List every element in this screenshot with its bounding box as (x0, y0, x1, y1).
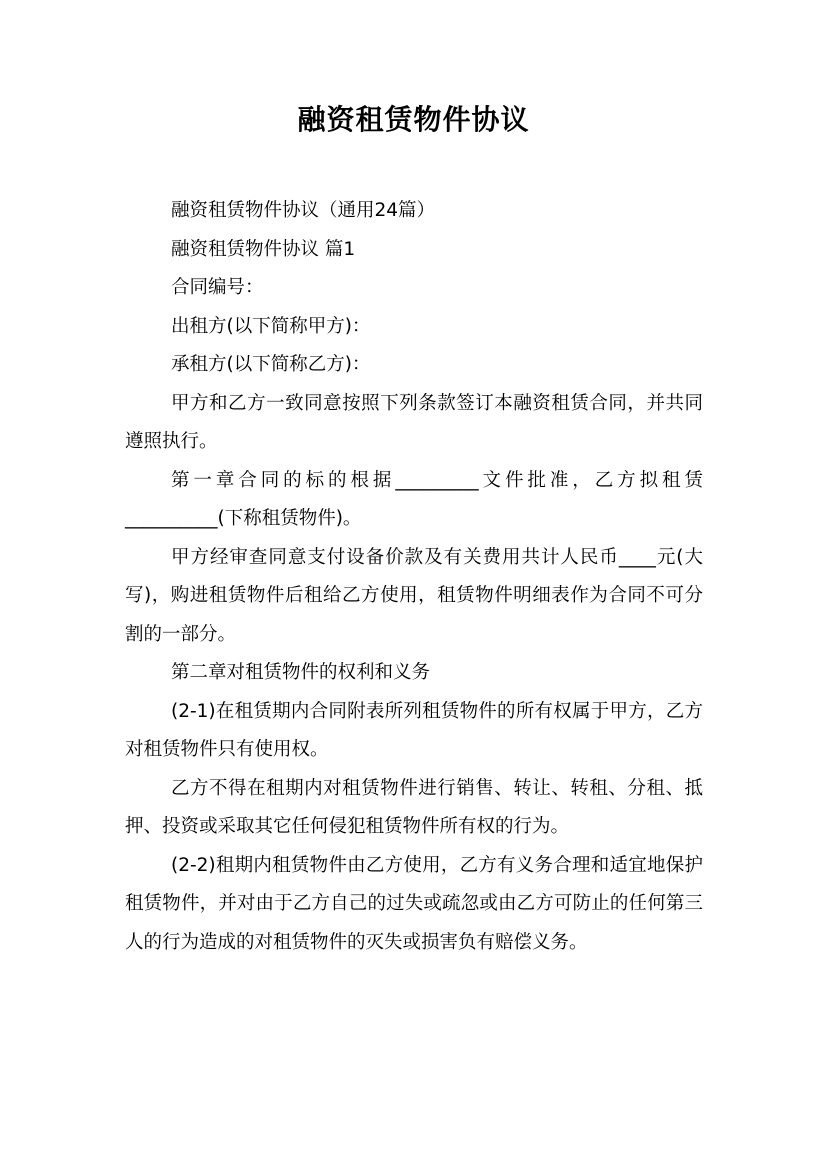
paragraph: 合同编号： (171, 277, 264, 298)
paragraph: 出租方(以下简称甲方)： (171, 315, 371, 337)
paragraph: 承租方(以下简称乙方)： (171, 354, 371, 375)
paragraph: 第一章合同的标的根据_________文件批准，乙方拟租赁__________(下称租赁物件)。 (125, 469, 703, 529)
document-title: 融资租赁物件协议 (297, 103, 530, 136)
paragraph: (2-1)在租赁期内合同附表所列租赁物件的所有权属于甲方，乙方对租赁物件只有使用权。 (125, 700, 703, 760)
paragraph: (2-2)租期内租赁物件由乙方使用，乙方有义务合理和适宜地保护租赁物件，并对由于乙方自己的过失或疏忽或由乙方可防止的任何第三人的行为造成的对租赁物件的灭失或损害负有赔偿义务。 (125, 854, 703, 953)
paragraph: 甲方经审查同意支付设备价款及有关费用共计人民币____元(大写)，购进租赁物件后租给乙方使用，租赁物件明细表作为合同不可分割的一部分。 (125, 546, 703, 645)
paragraph: 第二章对租赁物件的权利和义务 (171, 662, 431, 683)
paragraph: 融资租赁物件协议 篇1 (171, 238, 356, 260)
paragraph: 甲方和乙方一致同意按照下列条款签订本融资租赁合同，并共同遵照执行。 (125, 392, 703, 452)
paragraph: 乙方不得在租期内对租赁物件进行销售、转让、转租、分租、抵押、投资或采取其它任何侵犯租赁物件所有权的行为。 (125, 777, 703, 837)
paragraph: 融资租赁物件协议（通用24篇） (171, 200, 436, 221)
document-body (125, 192, 703, 962)
